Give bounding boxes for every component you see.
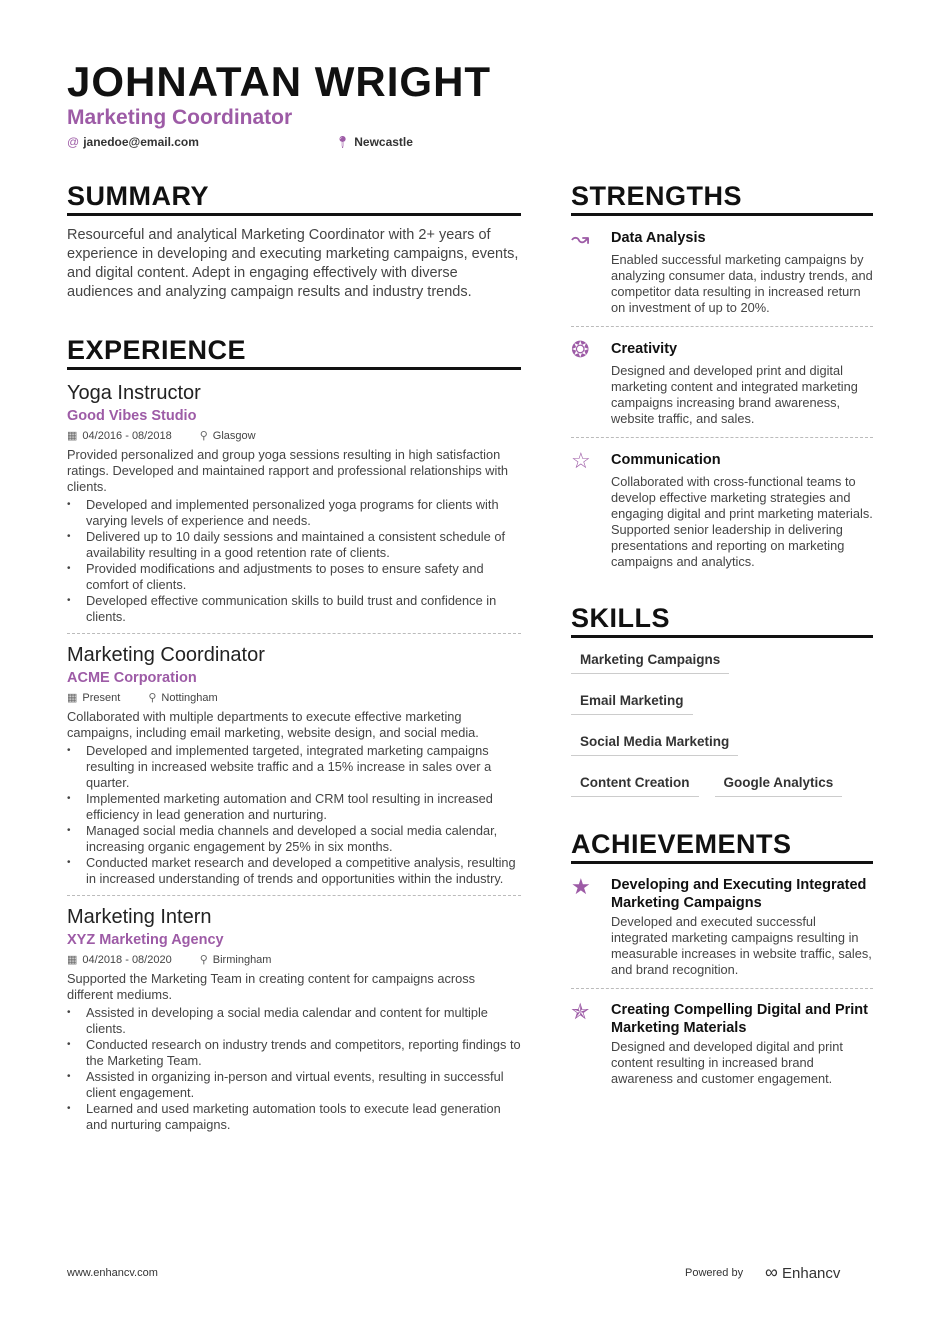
location-pin-icon: ⚲	[199, 430, 208, 442]
star-sparkle-icon: ✯	[571, 999, 590, 1024]
achievement-text: Designed and developed digital and print content resulting in increased brand awareness and customer engagement.	[611, 1039, 843, 1086]
location-pin-icon: 📍︎	[335, 135, 351, 149]
strength-title: Data Analysis	[611, 230, 706, 246]
job-entry	[67, 380, 521, 633]
strength-title: Creativity	[611, 341, 678, 357]
company-name: ACME Corporation	[67, 670, 197, 686]
job-bullet: • Implemented marketing automation and CRM tool resulting in increased efficiency in lead generation and nurturing.	[67, 791, 521, 823]
powered-by-label: Powered by	[685, 1267, 744, 1279]
achievement-title: Creating Compelling Digital and Print Marketing Materials	[611, 1002, 868, 1036]
company-name: Good Vibes Studio	[67, 408, 197, 424]
skill-tag: Google Analytics	[715, 769, 843, 797]
job-bullet: • Assisted in developing a social media calendar and content for multiple clients.	[67, 1005, 521, 1037]
star-filled-icon: ★	[571, 874, 591, 899]
skill-tag: Marketing Campaigns	[571, 646, 729, 674]
section-heading: STRENGTHS	[571, 180, 873, 216]
award-ribbon-icon: ❂	[571, 337, 590, 362]
job-entry	[67, 633, 521, 895]
achievement-item	[571, 864, 873, 989]
job-description: Provided personalized and group yoga sessions resulting in high satisfaction ratings. Developed and maintained rapport and professional relationships with clients.	[67, 447, 509, 494]
achievement-title: Developing and Executing Integrated Marketing Campaigns	[611, 877, 867, 911]
job-bullet: • Developed and implemented personalized yoga programs for clients with varying levels of experience and needs.	[67, 497, 521, 529]
section-heading: SUMMARY	[67, 180, 521, 216]
calendar-icon: ▦	[67, 954, 78, 966]
job-location: Glasgow	[212, 430, 256, 442]
brand-name: Enhancv	[782, 1265, 841, 1282]
section-heading: ACHIEVEMENTS	[571, 828, 873, 864]
star-outline-icon: ☆	[571, 448, 591, 473]
job-dates: Present	[82, 692, 121, 704]
strength-text: Enabled successful marketing campaigns by analyzing consumer data, industry trends, and competitor data resulting in increased return on investment of up to 20%.	[611, 252, 873, 315]
section-heading: EXPERIENCE	[67, 334, 521, 370]
job-bullet: • Assisted in organizing in-person and virtual events, resulting in successful client engagement.	[67, 1069, 521, 1101]
email-text: janedoe@email.com	[83, 135, 199, 149]
job-bullet: • Developed effective communication skills to build trust and confidence in clients.	[67, 593, 521, 625]
job-bullet: • Delivered up to 10 daily sessions and maintained a consistent schedule of availability resulting in a good retention rate of clients.	[67, 529, 521, 561]
chart-strategy-icon: ↝	[571, 226, 590, 251]
location-pin-icon: ⚲	[199, 954, 208, 966]
location-contact	[335, 135, 413, 149]
summary-section	[67, 180, 521, 302]
location-pin-icon: ⚲	[148, 692, 157, 704]
job-dates: 04/2018 - 08/2020	[82, 954, 172, 966]
job-title: Marketing Intern	[67, 906, 212, 928]
left-column	[67, 180, 521, 1141]
job-description: Collaborated with multiple departments to execute effective marketing campaigns, including email marketing, website design, and social media.	[67, 709, 479, 740]
strength-item	[571, 438, 873, 580]
job-bullet: • Learned and used marketing automation tools to execute lead generation and nurturing campaigns.	[67, 1101, 521, 1133]
job-title: Marketing Coordinator	[67, 106, 293, 129]
candidate-name: JOHNATAN WRIGHT	[67, 58, 492, 105]
job-location: Nottingham	[161, 692, 218, 704]
job-entry	[67, 895, 521, 1141]
calendar-icon: ▦	[67, 692, 78, 704]
job-description: Supported the Marketing Team in creating content for campaigns across different mediums.	[67, 971, 476, 1002]
job-location: Birmingham	[212, 954, 272, 966]
section-heading: SKILLS	[571, 602, 873, 638]
company-name: XYZ Marketing Agency	[67, 932, 224, 948]
location-text: Newcastle	[354, 135, 413, 149]
calendar-icon: ▦	[67, 430, 78, 442]
skill-tag: Email Marketing	[571, 687, 693, 715]
job-bullet: • Conducted market research and developed a competitive analysis, resulting in increased understanding of trends and opportunities within the industry.	[67, 855, 521, 887]
infinity-logo-icon: ∞	[765, 1262, 778, 1282]
strength-item	[571, 327, 873, 438]
summary-text: Resourceful and analytical Marketing Coordinator with 2+ years of experience in developing and executing marketing campaigns, events, and digital content. Adept in engaging effectively with diverse audiences and analyzing campaign results and industry trends.	[67, 227, 519, 300]
job-bullet: • Developed and implemented targeted, integrated marketing campaigns resulting in increased website traffic and a 15% increase in sales over a quarter.	[67, 743, 521, 791]
experience-section	[67, 334, 521, 1141]
job-bullet: • Managed social media channels and developed a social media calendar, increasing organic engagement by 25% in six months.	[67, 823, 521, 855]
strength-text: Collaborated with cross-functional teams to develop effective marketing strategies and engaging digital and print marketing materials. Supported senior leadership in delivering presentations and reporting on marketing campaigns and analytics.	[611, 474, 873, 569]
achievement-item	[571, 989, 873, 1097]
footer-website[interactable]: www.enhancv.com	[67, 1267, 158, 1279]
job-title: Marketing Coordinator	[67, 644, 265, 666]
enhancv-logo[interactable]	[765, 1262, 840, 1283]
strength-title: Communication	[611, 452, 721, 468]
skill-tag: Content Creation	[571, 769, 699, 797]
at-icon: @	[67, 135, 80, 149]
strength-text: Designed and developed print and digital marketing content and integrated marketing campaigns increasing brand awareness, website traffic, and sales.	[611, 363, 858, 426]
skills-section	[571, 602, 873, 806]
strength-item	[571, 216, 873, 327]
job-title: Yoga Instructor	[67, 382, 201, 404]
achievements-section	[571, 828, 873, 1097]
job-bullet: • Provided modifications and adjustments to poses to ensure safety and comfort of clients.	[67, 561, 521, 593]
email-contact[interactable]	[67, 135, 199, 149]
skill-tag: Social Media Marketing	[571, 728, 738, 756]
job-bullet: • Conducted research on industry trends and competitors, reporting findings to the Marketing Team.	[67, 1037, 521, 1069]
job-dates: 04/2016 - 08/2018	[82, 430, 172, 442]
right-column	[571, 180, 873, 1097]
achievement-text: Developed and executed successful integrated marketing campaigns resulting in measurable increases in website traffic, sales, and brand recognition.	[611, 914, 872, 977]
strengths-section	[571, 180, 873, 580]
